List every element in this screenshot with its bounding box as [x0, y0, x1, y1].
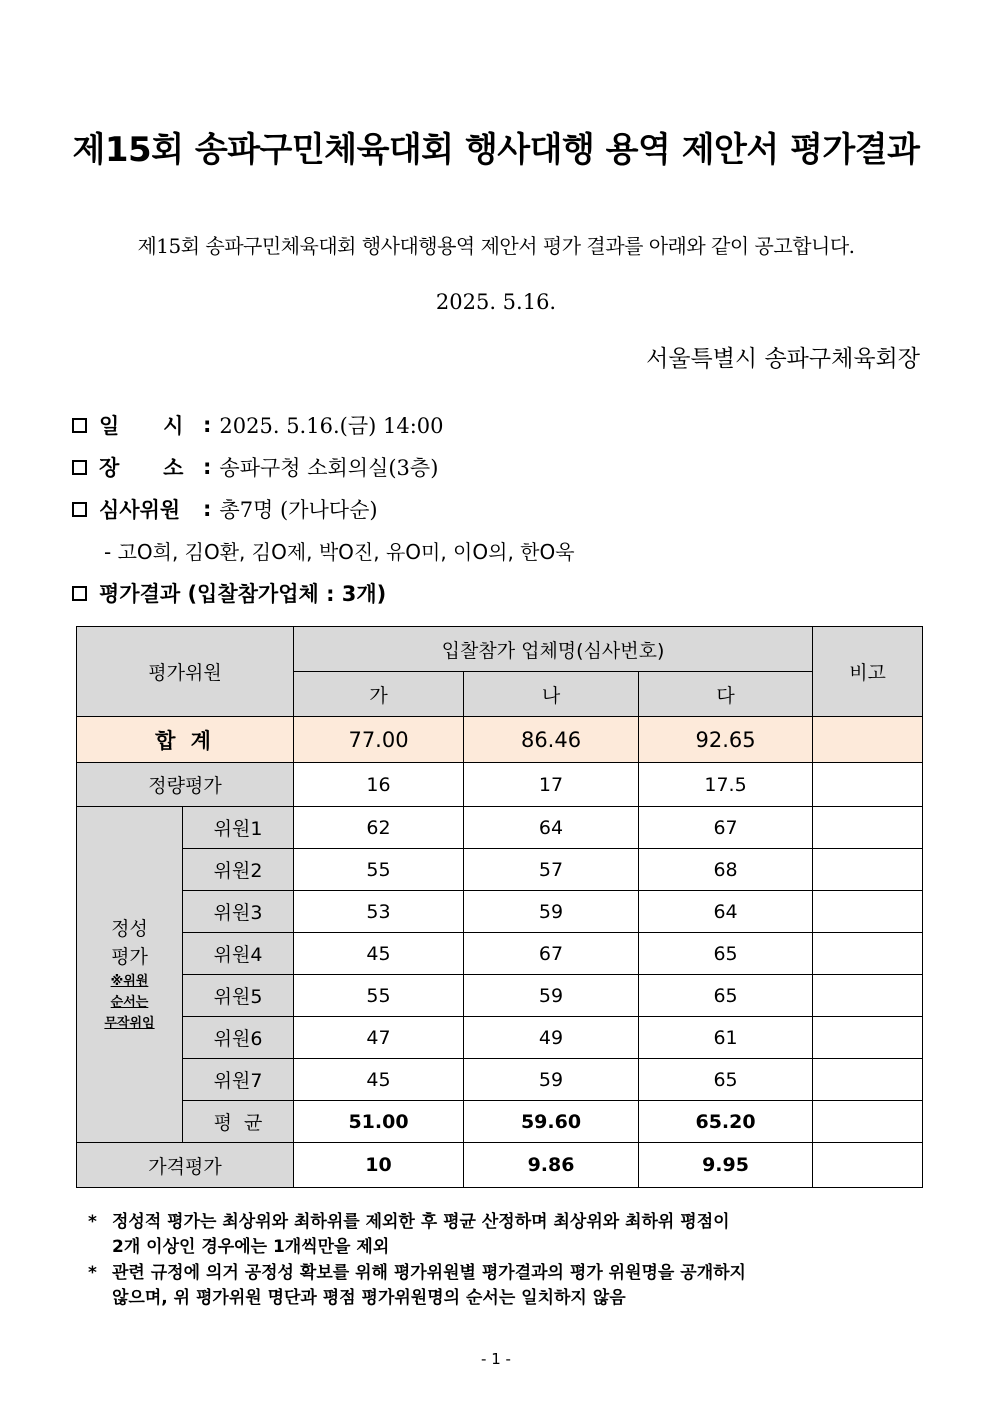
checkbox-square-icon: [72, 460, 87, 475]
total-ga: 77.00: [294, 717, 464, 763]
member-score: 64: [464, 807, 639, 849]
page-number: - 1 -: [481, 1350, 511, 1368]
average-ga: 51.00: [294, 1101, 464, 1143]
member-remarks: [813, 807, 923, 849]
header-col-ga: 가: [294, 672, 464, 717]
checkbox-square-icon: [72, 418, 87, 433]
total-row: [77, 717, 923, 763]
document-title: 제15회 송파구민체육대회 행사대행 용역 제안서 평가결과: [72, 130, 920, 170]
member-label: 위원6: [183, 1017, 294, 1059]
header-col-da: 다: [639, 672, 813, 717]
average-na: 59.60: [464, 1101, 639, 1143]
header-col-na: 나: [464, 672, 639, 717]
member-score: 59: [464, 975, 639, 1017]
price-remarks: [813, 1143, 923, 1188]
datetime-value: 2025. 5.16.(금) 14:00: [219, 414, 444, 438]
price-na: 9.86: [464, 1143, 639, 1188]
table-row: [77, 1017, 923, 1059]
member-score: 59: [464, 1059, 639, 1101]
qual-label-2: 평가: [111, 946, 148, 968]
checkbox-square-icon: [72, 586, 87, 601]
member-score: 64: [639, 891, 813, 933]
average-remarks: [813, 1101, 923, 1143]
evaluation-table: [76, 626, 923, 1188]
member-score: 45: [294, 933, 464, 975]
table-row: [77, 807, 923, 849]
committee-value: 총7명 (가나다순): [219, 498, 378, 522]
member-score: 53: [294, 891, 464, 933]
member-remarks: [813, 933, 923, 975]
total-na: 86.46: [464, 717, 639, 763]
table-row: [77, 933, 923, 975]
checkbox-square-icon: [72, 502, 87, 517]
place-label: 장 소: [99, 456, 184, 480]
total-label: 합 계: [77, 717, 294, 763]
footnote-star: *: [88, 1212, 97, 1232]
total-da: 92.65: [639, 717, 813, 763]
member-score: 67: [639, 807, 813, 849]
header-evaluator: 평가위원: [77, 627, 294, 717]
total-remarks: [813, 717, 923, 763]
member-score: 68: [639, 849, 813, 891]
price-row: [77, 1143, 923, 1188]
table-row: [77, 1059, 923, 1101]
header-remarks: 비고: [813, 627, 923, 717]
average-da: 65.20: [639, 1101, 813, 1143]
footnote-line: 관련 규정에 의거 공정성 확보를 위해 평가위원별 평가결과의 평가 위원명을 공개하지: [112, 1263, 746, 1283]
quant-label: 정량평가: [77, 763, 294, 807]
member-remarks: [813, 891, 923, 933]
qual-label-1: 정성: [111, 918, 148, 940]
info-datetime: 일 시 : 2025. 5.16.(금) 14:00: [72, 410, 444, 440]
quant-row: [77, 763, 923, 807]
member-label: 위원5: [183, 975, 294, 1017]
footnote-line: 않으며, 위 평가위원 명단과 평점 평가위원명의 순서는 일치하지 않음: [112, 1288, 626, 1308]
price-label: 가격평가: [77, 1143, 294, 1188]
table-row: [77, 849, 923, 891]
qual-note-2: 순서는: [110, 995, 149, 1010]
qual-note-3: 무작위임: [104, 1016, 155, 1031]
committee-label: 심사위원: [99, 498, 181, 522]
quant-ga: 16: [294, 763, 464, 807]
member-label: 위원1: [183, 807, 294, 849]
member-score: 61: [639, 1017, 813, 1059]
average-label: 평 균: [183, 1101, 294, 1143]
footnote-line: 정성적 평가는 최상위와 최하위를 제외한 후 평균 산정하며 최상위와 최하위 평점이: [112, 1212, 730, 1232]
header-bidders: 입찰참가 업체명(심사번호): [294, 627, 813, 672]
info-result: [72, 578, 386, 608]
qualitative-label: [77, 807, 183, 1143]
place-value: 송파구청 소회의실(3층): [219, 456, 439, 480]
quant-da: 17.5: [639, 763, 813, 807]
member-remarks: [813, 1017, 923, 1059]
price-da: 9.95: [639, 1143, 813, 1188]
quant-remarks: [813, 763, 923, 807]
member-label: 위원7: [183, 1059, 294, 1101]
notice-text: 제15회 송파구민체육대회 행사대행용역 제안서 평가 결과를 아래와 같이 공고합니다.: [137, 234, 855, 258]
committee-members: - 고O희, 김O환, 김O제, 박O진, 유O미, 이O의, 한O욱: [104, 540, 575, 564]
member-remarks: [813, 975, 923, 1017]
member-label: 위원4: [183, 933, 294, 975]
footnote-1: [88, 1210, 928, 1260]
notice-date: 2025. 5.16.: [435, 290, 557, 314]
member-score: 49: [464, 1017, 639, 1059]
member-score: 67: [464, 933, 639, 975]
quant-na: 17: [464, 763, 639, 807]
member-score: 65: [639, 975, 813, 1017]
member-score: 55: [294, 975, 464, 1017]
info-place: 장 소 : 송파구청 소회의실(3층): [72, 452, 438, 482]
price-ga: 10: [294, 1143, 464, 1188]
member-score: 45: [294, 1059, 464, 1101]
info-committee: 심사위원 : 총7명 (가나다순): [72, 494, 378, 524]
member-remarks: [813, 1059, 923, 1101]
member-score: 57: [464, 849, 639, 891]
member-label: 위원3: [183, 891, 294, 933]
datetime-label: 일 시: [99, 414, 184, 438]
member-score: 55: [294, 849, 464, 891]
table-row: [77, 975, 923, 1017]
average-row: [77, 1101, 923, 1143]
member-score: 59: [464, 891, 639, 933]
footnote-line: 2개 이상인 경우에는 1개씩만을 제외: [112, 1237, 390, 1257]
member-score: 65: [639, 933, 813, 975]
qual-note-1: ※위원: [110, 974, 149, 989]
member-score: 47: [294, 1017, 464, 1059]
organization-name: 서울특별시 송파구체육회장: [646, 346, 920, 372]
footnote-2: [88, 1261, 928, 1311]
footnote-star: *: [88, 1263, 97, 1283]
member-score: 65: [639, 1059, 813, 1101]
result-label: 평가결과 (입찰참가업체 : 3개): [99, 582, 387, 606]
member-label: 위원2: [183, 849, 294, 891]
member-score: 62: [294, 807, 464, 849]
table-row: [77, 891, 923, 933]
member-remarks: [813, 849, 923, 891]
